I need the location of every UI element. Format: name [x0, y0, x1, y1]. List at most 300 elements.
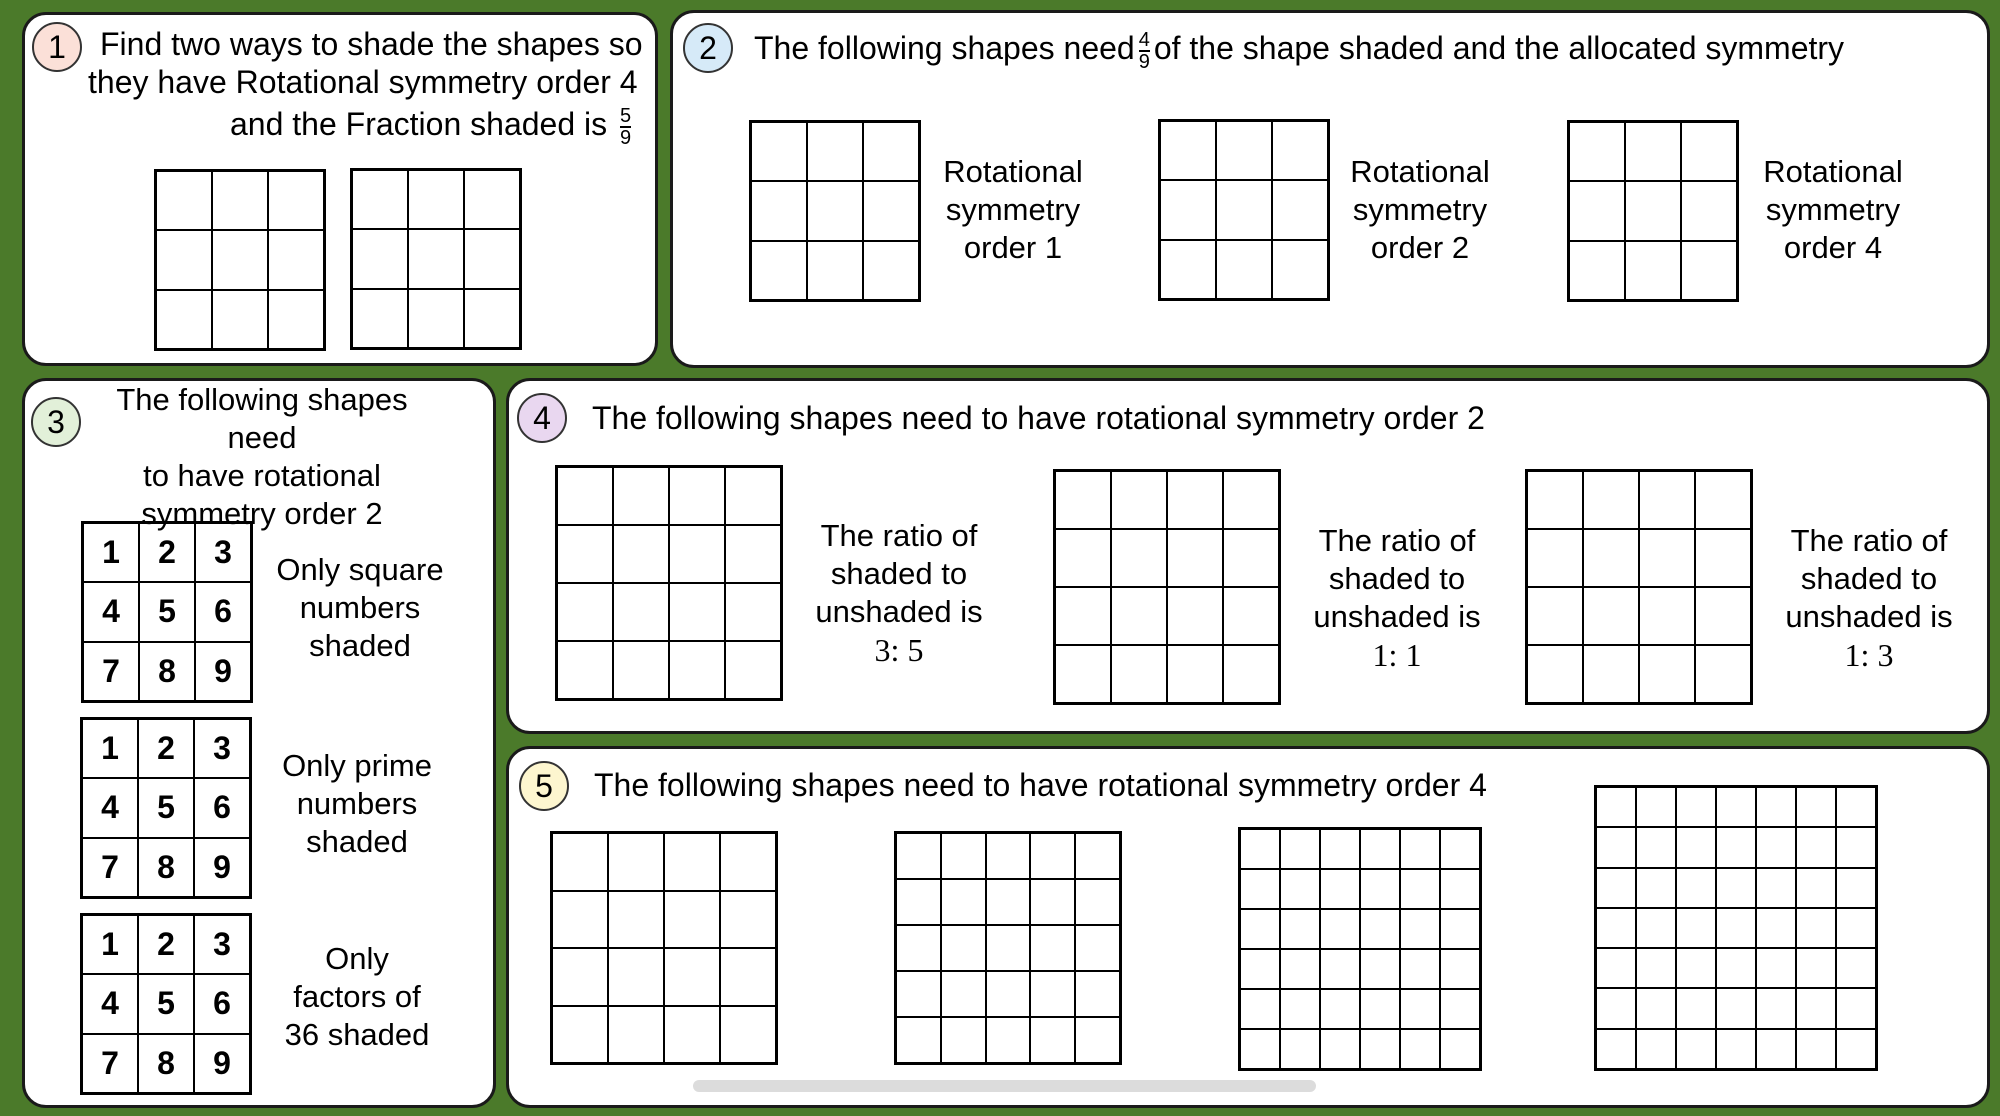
grid-cell[interactable] — [608, 1006, 664, 1064]
grid-cell[interactable] — [1639, 529, 1695, 587]
grid-cell[interactable] — [1527, 587, 1583, 645]
grid-cell[interactable] — [941, 833, 986, 879]
question-1-panel — [22, 12, 658, 366]
question-1-grid-1[interactable] — [154, 169, 326, 351]
grid-cell[interactable] — [613, 467, 669, 525]
grid-cell[interactable] — [664, 833, 720, 891]
question-5-grid-7x7[interactable] — [1594, 785, 1878, 1071]
grid-cell[interactable] — [1756, 908, 1796, 948]
grid-cell[interactable] — [720, 1006, 776, 1064]
grid-cell[interactable] — [1695, 587, 1751, 645]
grid-cell[interactable] — [557, 583, 613, 641]
grid-cell[interactable] — [1400, 949, 1440, 989]
label-line: shaded to — [830, 556, 968, 591]
grid-cell[interactable] — [720, 833, 776, 891]
question-4-label-1 — [799, 517, 999, 669]
grid-cell[interactable]: 3 — [194, 915, 250, 974]
grid-cell[interactable] — [1400, 829, 1440, 869]
grid-cell[interactable] — [1676, 948, 1716, 988]
grid-cell[interactable] — [1596, 868, 1636, 908]
grid-cell[interactable] — [1527, 471, 1583, 529]
grid-cell[interactable] — [986, 925, 1031, 971]
grid-cell[interactable] — [751, 181, 807, 240]
question-number-1 — [32, 22, 82, 72]
grid-cell[interactable] — [1280, 989, 1320, 1029]
grid-cell[interactable] — [1676, 868, 1716, 908]
label-line: symmetry — [1765, 192, 1901, 227]
label-line: unshaded is — [1313, 599, 1481, 634]
number-grid-factors[interactable] — [80, 913, 252, 1095]
fraction-numerator: 5 — [620, 104, 632, 127]
grid-cell[interactable] — [1636, 1029, 1676, 1069]
label-line: Only square — [276, 552, 444, 587]
question-4-title: The following shapes need to have rotational symmetry order 2 — [592, 400, 1485, 436]
grid-cell[interactable] — [1596, 988, 1636, 1028]
grid-cell[interactable] — [156, 290, 212, 349]
grid-cell[interactable] — [1111, 645, 1167, 703]
grid-cell[interactable] — [156, 171, 212, 230]
grid-cell[interactable] — [941, 971, 986, 1017]
grid-cell[interactable] — [1320, 909, 1360, 949]
question-number-4-text: 4 — [533, 400, 551, 436]
grid-cell[interactable] — [1320, 1029, 1360, 1069]
grid-cell[interactable] — [268, 290, 324, 349]
grid-cell[interactable] — [1240, 1029, 1280, 1069]
grid-cell[interactable] — [1075, 1017, 1120, 1063]
question-4-grid-1[interactable] — [555, 465, 783, 701]
question-2-panel — [670, 10, 1990, 368]
grid-cell[interactable] — [552, 1006, 608, 1064]
grid-cell[interactable] — [720, 891, 776, 949]
question-4-label-2 — [1297, 522, 1497, 674]
grid-cell[interactable] — [1596, 787, 1636, 827]
grid-cell[interactable] — [1836, 787, 1876, 827]
grid-cell[interactable] — [941, 879, 986, 925]
question-1-line-1: Find two ways to shade the shapes so — [100, 26, 643, 62]
question-2-title-after: of the shape shaded and the allocated symmetry — [1153, 30, 1845, 66]
grid-cell[interactable]: 8 — [138, 838, 194, 897]
grid-cell[interactable] — [1639, 645, 1695, 703]
grid-cell[interactable] — [1440, 909, 1480, 949]
grid-cell[interactable] — [1836, 908, 1876, 948]
grid-cell[interactable] — [352, 229, 408, 288]
grid-cell[interactable] — [1280, 909, 1320, 949]
grid-cell[interactable] — [896, 971, 941, 1017]
grid-cell[interactable]: 8 — [138, 1034, 194, 1093]
grid-cell[interactable] — [863, 122, 919, 181]
grid-cell[interactable] — [896, 1017, 941, 1063]
fraction-numerator: 4 — [1138, 28, 1150, 51]
grid-cell[interactable] — [1440, 989, 1480, 1029]
grid-cell[interactable] — [212, 171, 268, 230]
grid-cell[interactable] — [896, 925, 941, 971]
grid-cell[interactable] — [1440, 949, 1480, 989]
grid-cell[interactable]: 6 — [195, 582, 251, 641]
grid-cell[interactable]: 6 — [194, 778, 250, 837]
grid-cell[interactable] — [1796, 868, 1836, 908]
grid-cell[interactable] — [1167, 587, 1223, 645]
ratio-value: 1: 1 — [1372, 637, 1422, 673]
grid-cell[interactable] — [863, 241, 919, 300]
grid-cell[interactable] — [1636, 948, 1676, 988]
grid-cell[interactable] — [1596, 908, 1636, 948]
grid-cell[interactable] — [669, 641, 725, 699]
grid-cell[interactable]: 6 — [194, 974, 250, 1033]
grid-cell[interactable] — [1716, 827, 1756, 867]
grid-cell[interactable] — [1625, 181, 1681, 240]
grid-cell[interactable] — [1360, 949, 1400, 989]
grid-cell[interactable] — [986, 971, 1031, 1017]
grid-cell[interactable] — [1836, 868, 1876, 908]
grid-cell[interactable] — [1569, 241, 1625, 300]
grid-cell[interactable] — [1400, 1029, 1440, 1069]
grid-cell[interactable] — [1223, 645, 1279, 703]
question-5-grid-6x6[interactable] — [1238, 827, 1482, 1071]
grid-cell[interactable] — [1216, 121, 1272, 180]
grid-cell[interactable] — [725, 467, 781, 525]
label-line: shaded to — [1328, 561, 1466, 596]
grid-cell[interactable] — [863, 181, 919, 240]
grid-cell[interactable]: 4 — [83, 582, 139, 641]
label-line: Only prime — [282, 748, 432, 783]
grid-cell[interactable] — [1055, 471, 1111, 529]
grid-cell[interactable]: 4 — [82, 974, 138, 1033]
grid-cell[interactable] — [1360, 829, 1400, 869]
grid-cell[interactable] — [1400, 869, 1440, 909]
question-number-3-text: 3 — [47, 404, 65, 440]
grid-cell[interactable] — [352, 170, 408, 229]
grid-cell[interactable] — [268, 230, 324, 289]
question-2-grid-3[interactable] — [1567, 120, 1739, 302]
grid-cell[interactable] — [986, 879, 1031, 925]
grid-cell[interactable] — [1030, 879, 1075, 925]
grid-cell[interactable] — [1676, 908, 1716, 948]
question-4-grid-2[interactable] — [1053, 469, 1281, 705]
grid-cell[interactable]: 7 — [82, 838, 138, 897]
grid-cell[interactable] — [1030, 833, 1075, 879]
grid-cell[interactable] — [896, 833, 941, 879]
grid-cell[interactable] — [664, 948, 720, 1006]
grid-cell[interactable]: 5 — [139, 582, 195, 641]
grid-cell[interactable] — [807, 241, 863, 300]
grid-cell[interactable] — [1280, 1029, 1320, 1069]
grid-cell[interactable] — [464, 229, 520, 288]
label-line: factors of — [293, 979, 421, 1014]
grid-cell[interactable] — [608, 833, 664, 891]
grid-cell[interactable] — [1596, 827, 1636, 867]
grid-cell[interactable] — [1695, 645, 1751, 703]
grid-cell[interactable] — [1216, 180, 1272, 239]
grid-cell[interactable]: 7 — [83, 642, 139, 701]
grid-cell[interactable] — [1527, 529, 1583, 587]
grid-cell[interactable]: 9 — [194, 838, 250, 897]
question-number-1-text: 1 — [48, 29, 66, 65]
grid-cell[interactable] — [1440, 869, 1480, 909]
grid-cell[interactable]: 1 — [83, 523, 139, 582]
question-5-grid-4x4[interactable] — [550, 831, 778, 1065]
grid-cell[interactable] — [1796, 1029, 1836, 1069]
question-3-label-2 — [252, 747, 462, 861]
grid-cell[interactable] — [1240, 989, 1280, 1029]
grid-cell[interactable] — [807, 122, 863, 181]
grid-cell[interactable] — [896, 879, 941, 925]
grid-cell[interactable]: 3 — [195, 523, 251, 582]
grid-cell[interactable] — [1240, 829, 1280, 869]
grid-cell[interactable] — [1681, 241, 1737, 300]
grid-cell[interactable] — [664, 891, 720, 949]
grid-cell[interactable] — [1055, 529, 1111, 587]
grid-cell[interactable] — [1360, 1029, 1400, 1069]
grid-cell[interactable] — [408, 229, 464, 288]
grid-cell[interactable] — [1583, 645, 1639, 703]
grid-cell[interactable] — [212, 290, 268, 349]
grid-cell[interactable] — [557, 641, 613, 699]
grid-cell[interactable] — [1681, 181, 1737, 240]
question-5-grid-5x5[interactable] — [894, 831, 1122, 1065]
grid-cell[interactable] — [1639, 587, 1695, 645]
title-line: The following shapes need — [116, 382, 408, 455]
grid-cell[interactable]: 4 — [82, 778, 138, 837]
grid-cell[interactable] — [669, 583, 725, 641]
grid-cell[interactable] — [720, 948, 776, 1006]
grid-cell[interactable] — [1596, 1029, 1636, 1069]
grid-cell[interactable] — [1716, 988, 1756, 1028]
question-2-grid-2[interactable] — [1158, 119, 1330, 301]
grid-cell[interactable] — [1681, 122, 1737, 181]
grid-cell[interactable] — [464, 289, 520, 348]
number-grid-prime[interactable] — [80, 717, 252, 899]
grid-cell[interactable]: 9 — [195, 642, 251, 701]
grid-cell[interactable] — [1676, 1029, 1716, 1069]
grid-cell[interactable] — [1167, 471, 1223, 529]
grid-cell[interactable] — [1756, 868, 1796, 908]
label-line: order 1 — [963, 230, 1063, 265]
grid-cell[interactable]: 7 — [82, 1034, 138, 1093]
grid-cell[interactable] — [1625, 122, 1681, 181]
title-line: to have rotational — [143, 458, 381, 493]
grid-cell[interactable] — [1160, 121, 1216, 180]
grid-cell[interactable] — [552, 948, 608, 1006]
grid-cell[interactable]: 2 — [138, 719, 194, 778]
label-line: Rotational — [1763, 154, 1903, 189]
grid-cell[interactable] — [1716, 1029, 1756, 1069]
grid-cell[interactable] — [1695, 471, 1751, 529]
grid-cell[interactable] — [1075, 833, 1120, 879]
grid-cell[interactable] — [608, 891, 664, 949]
question-4-grid-3[interactable] — [1525, 469, 1753, 705]
grid-cell[interactable] — [1596, 948, 1636, 988]
grid-cell[interactable] — [352, 289, 408, 348]
grid-cell[interactable] — [1272, 180, 1328, 239]
grid-cell[interactable] — [1360, 869, 1400, 909]
grid-cell[interactable] — [1280, 949, 1320, 989]
grid-cell[interactable] — [1400, 989, 1440, 1029]
grid-cell[interactable] — [1160, 240, 1216, 299]
horizontal-scrollbar[interactable] — [693, 1080, 1316, 1092]
grid-cell[interactable] — [557, 467, 613, 525]
grid-cell[interactable] — [986, 1017, 1031, 1063]
question-1-line-2: they have Rotational symmetry order 4 — [88, 64, 638, 100]
grid-cell[interactable] — [1055, 587, 1111, 645]
grid-cell[interactable] — [725, 525, 781, 583]
grid-cell[interactable] — [669, 467, 725, 525]
grid-cell[interactable] — [1167, 645, 1223, 703]
question-2-label-1 — [923, 153, 1103, 267]
grid-cell[interactable] — [408, 289, 464, 348]
grid-cell[interactable] — [1280, 869, 1320, 909]
question-1-grid-2[interactable] — [350, 168, 522, 350]
grid-cell[interactable] — [268, 171, 324, 230]
fraction-5-9 — [620, 106, 631, 148]
grid-cell[interactable] — [1111, 587, 1167, 645]
grid-cell[interactable] — [1055, 645, 1111, 703]
grid-cell[interactable] — [1569, 122, 1625, 181]
grid-cell[interactable]: 1 — [82, 915, 138, 974]
grid-cell[interactable] — [1756, 948, 1796, 988]
grid-cell[interactable] — [1030, 1017, 1075, 1063]
grid-cell[interactable] — [1583, 587, 1639, 645]
grid-cell[interactable] — [1796, 787, 1836, 827]
grid-cell[interactable] — [1636, 868, 1676, 908]
grid-cell[interactable] — [408, 170, 464, 229]
grid-cell[interactable] — [1625, 241, 1681, 300]
label-line: unshaded is — [1785, 599, 1953, 634]
grid-cell[interactable] — [1676, 988, 1716, 1028]
grid-cell[interactable] — [1111, 529, 1167, 587]
grid-cell[interactable] — [1796, 827, 1836, 867]
grid-cell[interactable] — [1716, 948, 1756, 988]
question-1-line-3 — [230, 105, 635, 148]
grid-cell[interactable] — [1676, 787, 1716, 827]
grid-cell[interactable] — [1836, 988, 1876, 1028]
grid-cell[interactable] — [1639, 471, 1695, 529]
grid-cell[interactable] — [1320, 829, 1360, 869]
grid-cell[interactable] — [557, 525, 613, 583]
grid-cell[interactable]: 3 — [194, 719, 250, 778]
grid-cell[interactable] — [1836, 827, 1876, 867]
grid-cell[interactable] — [1272, 121, 1328, 180]
grid-cell[interactable]: 9 — [194, 1034, 250, 1093]
grid-cell[interactable] — [941, 925, 986, 971]
grid-cell[interactable] — [156, 230, 212, 289]
grid-cell[interactable] — [725, 583, 781, 641]
label-line: Only — [325, 941, 389, 976]
grid-cell[interactable] — [1527, 645, 1583, 703]
grid-cell[interactable] — [1796, 948, 1836, 988]
grid-cell[interactable] — [1756, 827, 1796, 867]
grid-cell[interactable] — [1695, 529, 1751, 587]
grid-cell[interactable] — [986, 833, 1031, 879]
grid-cell[interactable] — [1636, 988, 1676, 1028]
grid-cell[interactable] — [941, 1017, 986, 1063]
grid-cell[interactable] — [1075, 925, 1120, 971]
grid-cell[interactable] — [1216, 240, 1272, 299]
grid-cell[interactable] — [1360, 989, 1400, 1029]
question-4-panel — [506, 378, 1990, 734]
grid-cell[interactable] — [725, 641, 781, 699]
grid-cell[interactable] — [1075, 971, 1120, 1017]
grid-cell[interactable]: 2 — [138, 915, 194, 974]
grid-cell[interactable] — [1716, 868, 1756, 908]
grid-cell[interactable] — [1836, 1029, 1876, 1069]
grid-cell[interactable] — [669, 525, 725, 583]
grid-cell[interactable] — [751, 122, 807, 181]
grid-cell[interactable] — [1240, 909, 1280, 949]
grid-cell[interactable] — [613, 583, 669, 641]
grid-cell[interactable] — [613, 525, 669, 583]
grid-cell[interactable] — [1223, 587, 1279, 645]
grid-cell[interactable] — [464, 170, 520, 229]
grid-cell[interactable] — [1111, 471, 1167, 529]
grid-cell[interactable] — [1320, 949, 1360, 989]
grid-cell[interactable] — [1030, 925, 1075, 971]
grid-cell[interactable] — [1075, 879, 1120, 925]
grid-cell[interactable] — [1240, 949, 1280, 989]
grid-cell[interactable] — [1716, 787, 1756, 827]
grid-cell[interactable] — [1583, 471, 1639, 529]
grid-cell[interactable] — [1796, 988, 1836, 1028]
grid-cell[interactable] — [751, 241, 807, 300]
grid-cell[interactable] — [1320, 989, 1360, 1029]
label-line: The ratio of — [820, 518, 978, 553]
grid-cell[interactable] — [1280, 829, 1320, 869]
grid-cell[interactable] — [664, 1006, 720, 1064]
grid-cell[interactable] — [1756, 1029, 1796, 1069]
grid-cell[interactable] — [1440, 1029, 1480, 1069]
grid-cell[interactable] — [1636, 787, 1676, 827]
grid-cell[interactable] — [1756, 787, 1796, 827]
question-2-grid-1[interactable] — [749, 120, 921, 302]
grid-cell[interactable]: 1 — [82, 719, 138, 778]
grid-cell[interactable] — [1569, 181, 1625, 240]
question-3-label-1 — [255, 551, 465, 665]
question-number-5-text: 5 — [535, 768, 553, 804]
label-line: The ratio of — [1790, 523, 1948, 558]
grid-cell[interactable] — [1167, 529, 1223, 587]
grid-cell[interactable] — [1716, 908, 1756, 948]
grid-cell[interactable] — [1360, 909, 1400, 949]
grid-cell[interactable] — [1796, 908, 1836, 948]
grid-cell[interactable] — [1836, 948, 1876, 988]
grid-cell[interactable] — [1400, 909, 1440, 949]
grid-cell[interactable] — [1030, 971, 1075, 1017]
grid-cell[interactable] — [1636, 827, 1676, 867]
grid-cell[interactable] — [552, 891, 608, 949]
grid-cell[interactable] — [1223, 529, 1279, 587]
grid-cell[interactable] — [212, 230, 268, 289]
grid-cell[interactable]: 8 — [139, 642, 195, 701]
grid-cell[interactable] — [807, 181, 863, 240]
grid-cell[interactable] — [1440, 829, 1480, 869]
grid-cell[interactable] — [1676, 827, 1716, 867]
number-grid-square[interactable] — [81, 521, 253, 703]
grid-cell[interactable] — [1756, 988, 1796, 1028]
grid-cell[interactable] — [613, 641, 669, 699]
grid-cell[interactable] — [1240, 869, 1280, 909]
grid-cell[interactable] — [608, 948, 664, 1006]
grid-cell[interactable] — [1160, 180, 1216, 239]
grid-cell[interactable] — [1223, 471, 1279, 529]
grid-cell[interactable]: 5 — [138, 974, 194, 1033]
question-number-4 — [517, 393, 567, 443]
grid-cell[interactable] — [1583, 529, 1639, 587]
grid-cell[interactable] — [552, 833, 608, 891]
grid-cell[interactable]: 5 — [138, 778, 194, 837]
grid-cell[interactable]: 2 — [139, 523, 195, 582]
grid-cell[interactable] — [1636, 908, 1676, 948]
grid-cell[interactable] — [1272, 240, 1328, 299]
grid-cell[interactable] — [1320, 869, 1360, 909]
